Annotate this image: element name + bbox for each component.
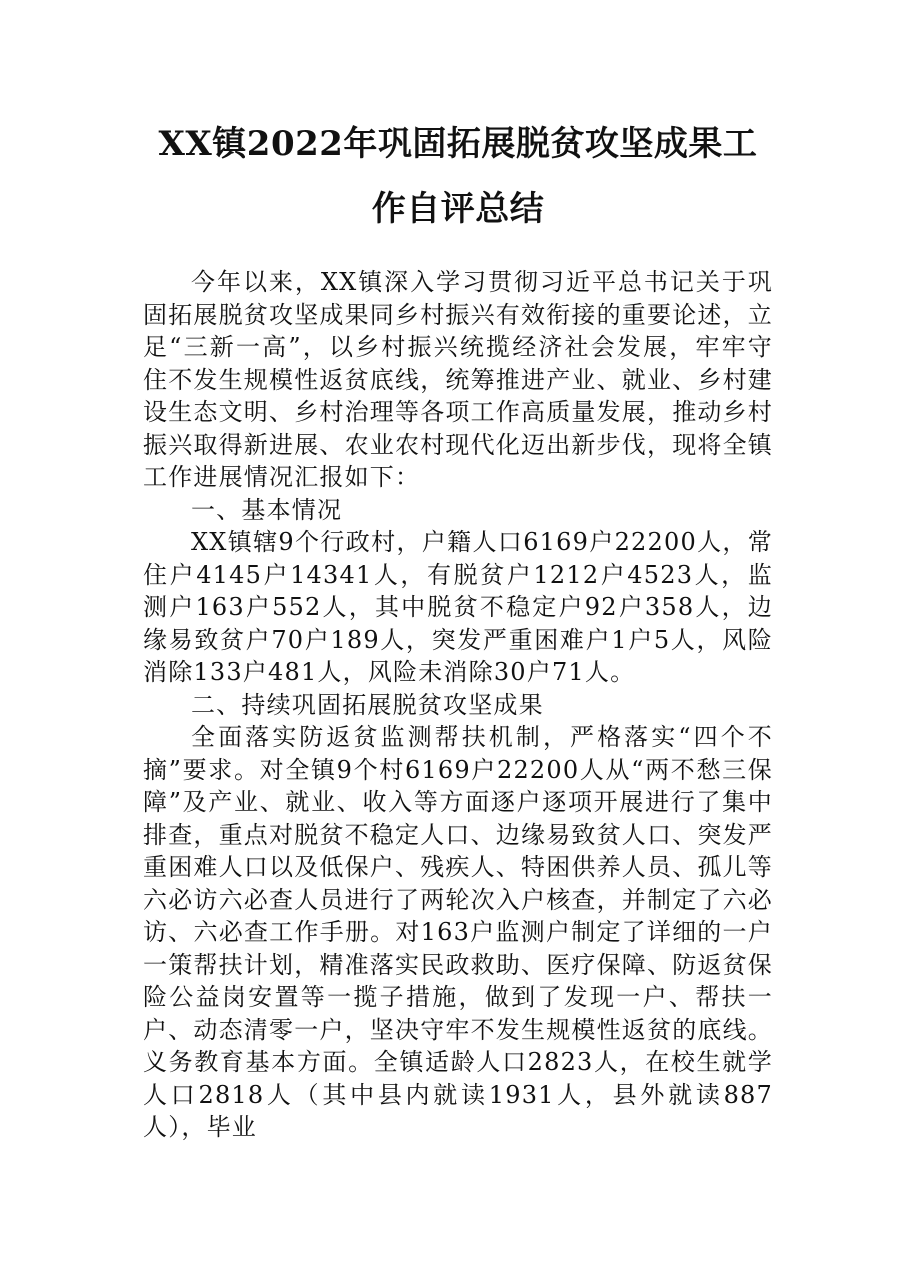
section-heading-consolidation: 二、持续巩固拓展脱贫攻坚成果 [191,690,544,719]
consolidation-paragraph: 全面落实防返贫监测帮扶机制，严格落实“四个不摘”要求。对全镇9个村6169户22200人从“两不愁三保障”及产业、就业、收入等方面逐户逐项开展进行了集中排查，重点对脱贫不稳定人口、边缘易致贫人口、突发严重困难人口以及低保户、残疾人、特困供养人员、孤儿等六必访六必查人员进行了两轮次入户核查，并制定了六必访、六必查工作手册。对163户监测户制定了详细的一户一策帮扶计划，精准落实民政救助、医疗保障、防返贫保险公益岗安置等一揽子措施，做到了发现一户、帮扶一户、动态清零一户，坚决守牢不发生规模性返贫的底线。义务教育基本方面。全镇适龄人口2823人，在校生就学人口2818人（其中县内就读1931人，县外就读887人），毕业 [143,723,773,1141]
document-body [143,266,773,1144]
intro-paragraph: 今年以来，XX镇深入学习贯彻习近平总书记关于巩固拓展脱贫攻坚成果同乡村振兴有效衔接的重要论述，立足“三新一高”，以乡村振兴统揽经济社会发展，牢牢守住不发生规模性返贫底线，统筹推进产业、就业、乡村建设生态文明、乡村治理等各项工作高质量发展，推动乡村振兴取得新进展、农业农村现代化迈出新步伐，现将全镇工作进展情况汇报如下： [143,268,773,491]
basic-situation-paragraph: XX镇辖9个行政村，户籍人口6169户22200人，常住户4145户14341人，有脱贫户1212户4523人，监测户163户552人，其中脱贫不稳定户92户358人，边缘易致贫户70户189人，突发严重困难户1户5人，风险消除133户481人，风险未消除30户71人。 [143,528,773,686]
document-page [143,112,773,1144]
document-title: XX镇2022年巩固拓展脱贫攻坚成果工作自评总结 [158,124,758,229]
section-heading-basic-situation: 一、基本情况 [191,495,343,524]
